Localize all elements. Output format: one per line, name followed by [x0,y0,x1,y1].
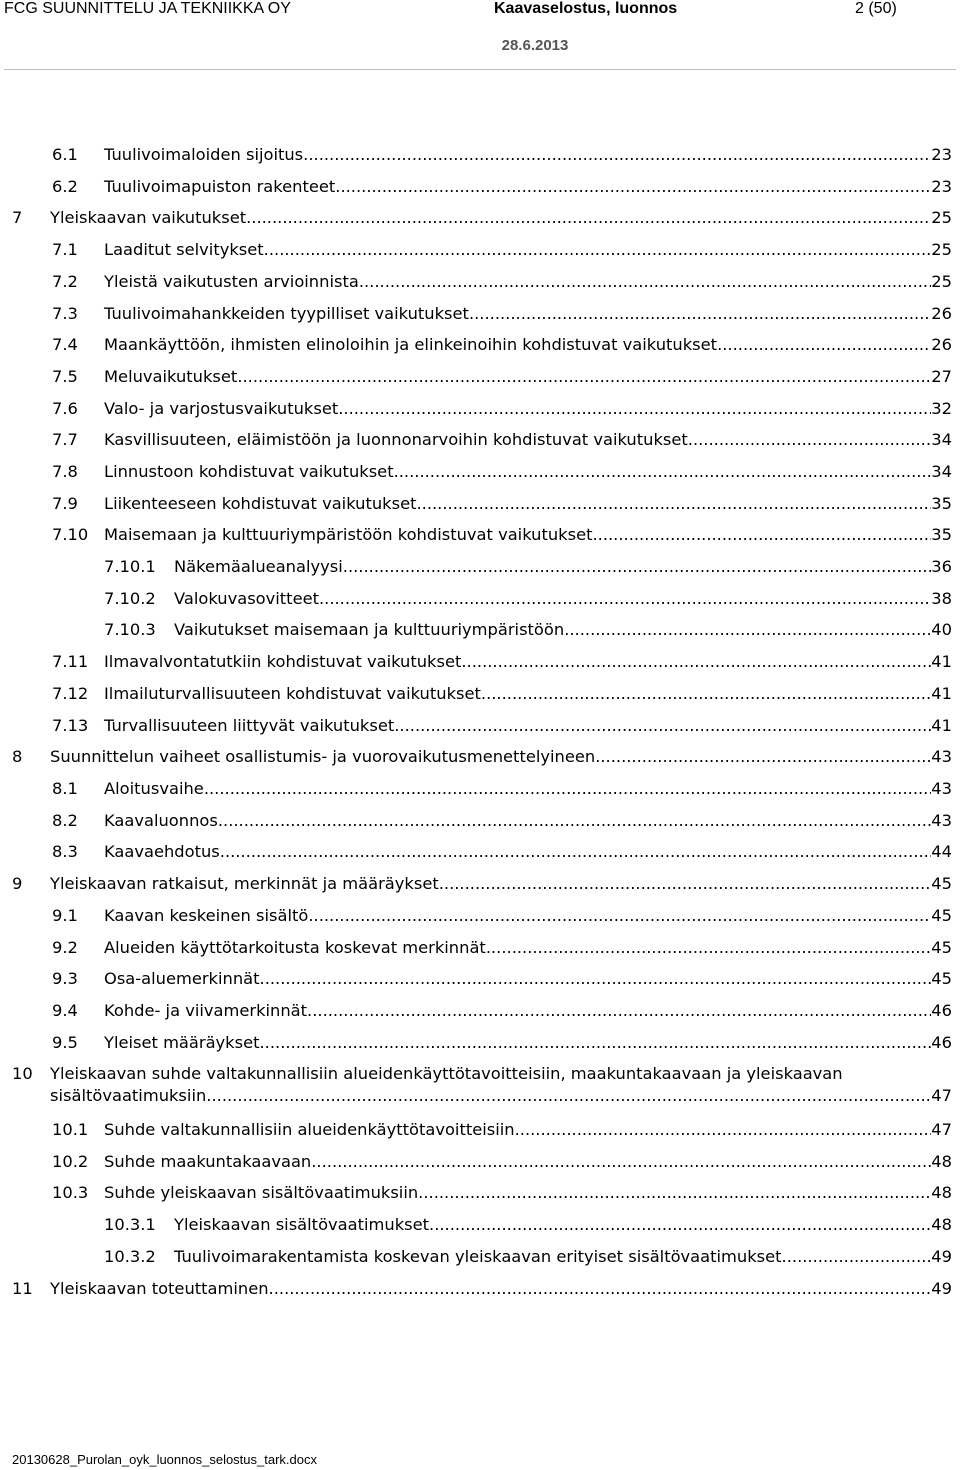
page-number: 2 (50) [855,0,897,17]
toc-entry-page: 34 [931,462,952,481]
toc-entry-number: 7.5 [52,367,78,386]
toc-entry[interactable] [0,998,952,1024]
toc-entry[interactable] [0,839,952,865]
toc-entry-page: 47 [931,1120,952,1139]
toc-dot-leader [269,1276,932,1302]
toc-entry-title: Turvallisuuteen liittyvät vaikutukset [104,716,395,735]
toc-entry[interactable] [0,966,952,992]
toc-entry-title: Suhde yleiskaavan sisältövaatimuksiin [104,1183,419,1202]
toc-dot-leader [303,142,931,168]
header-divider [4,69,956,70]
toc-dot-leader [335,174,931,200]
toc-entry-title: Näkemäalueanalyysi [174,557,343,576]
toc-entry-number: 7.13 [52,716,89,735]
toc-dot-leader [319,586,931,612]
toc-dot-leader [260,966,932,992]
toc-dot-leader [469,301,931,327]
toc-dot-leader [461,649,931,675]
company-name: FCG SUUNNITTELU JA TEKNIIKKA OY [4,0,291,17]
toc-dot-leader [416,491,931,517]
toc-entry-title: Kaavaehdotus [104,842,220,861]
toc-entry-number: 7.10.2 [104,589,156,608]
toc-entry-title: Yleiskaavan suhde valtakunnallisiin alueidenkäyttötavoitteisiin, maakuntakaavaan ja yleiskaavan [50,1064,843,1083]
toc-dot-leader [218,808,931,834]
toc-entry-number: 9.4 [52,1001,78,1020]
toc-entry-title: Yleiskaavan vaikutukset [50,208,247,227]
toc-entry[interactable] [0,1244,952,1270]
toc-entry-number: 7.3 [52,304,78,323]
toc-entry-page: 43 [931,811,952,830]
toc-entry[interactable] [0,903,952,929]
toc-dot-leader [220,839,932,865]
toc-entry-number: 7.6 [52,399,78,418]
toc-dot-leader [782,1244,932,1270]
toc-entry-title: Tuulivoimaloiden sijoitus [104,145,304,164]
toc-entry-title: Valokuvasovitteet [174,589,319,608]
toc-entry-page: 43 [931,779,952,798]
toc-entry-page: 26 [931,304,952,323]
toc-entry-title: Vaikutukset maisemaan ja kulttuuriympäristöön [174,620,565,639]
toc-entry-number: 6.2 [52,177,78,196]
document-date: 28.6.2013 [501,37,569,54]
toc-entry-title: Kohde- ja viivamerkinnät [104,1001,308,1020]
toc-entry[interactable] [0,1180,952,1206]
toc-entry-title: Ilmavalvontatutkiin kohdistuvat vaikutukset [104,652,462,671]
toc-dot-leader [264,237,932,263]
toc-entry-title: Kaavaluonnos [104,811,218,830]
toc-entry-page: 38 [931,589,952,608]
toc-entry-title: Suunnittelun vaiheet osallistumis- ja vuorovaikutusmenettelyineen [50,747,596,766]
toc-entry-page: 49 [931,1247,952,1266]
toc-entry-title: Tuulivoimarakentamista koskevan yleiskaavan erityiset sisältövaatimukset [174,1247,782,1266]
toc-entry[interactable] [0,522,952,548]
toc-entry[interactable] [0,142,952,168]
toc-entry[interactable] [0,713,952,739]
toc-entry-title: Valo- ja varjostusvaikutukset [104,399,339,418]
toc-entry[interactable] [0,617,952,643]
toc-entry-title: Yleistä vaikutusten arvioinnista [104,272,359,291]
toc-entry[interactable] [0,649,952,675]
toc-entry[interactable] [0,554,952,580]
toc-entry-number: 6.1 [52,145,78,164]
toc-entry-page: 48 [931,1152,952,1171]
toc-entry[interactable] [0,1276,952,1302]
toc-entry-number: 9 [12,874,23,893]
toc-entry-page: 46 [931,1033,952,1052]
toc-entry-page: 48 [931,1183,952,1202]
toc-entry-number: 10 [12,1064,33,1083]
toc-entry-title: Yleiset määräykset [104,1033,260,1052]
toc-entry-page: 43 [931,747,952,766]
toc-dot-leader [394,713,931,739]
toc-entry[interactable] [0,586,952,612]
toc-dot-leader [688,427,932,453]
toc-dot-leader [204,776,931,802]
toc-entry-number: 7.11 [52,652,89,671]
toc-entry-page: 41 [931,684,952,703]
toc-entry-number: 10.3.2 [104,1247,156,1266]
toc-entry-number: 9.3 [52,969,78,988]
toc-entry-title: Maisemaan ja kulttuuriympäristöön kohdistuvat vaikutukset [104,525,593,544]
toc-entry[interactable] [0,301,952,327]
toc-entry-number: 10.3.1 [104,1215,156,1234]
toc-entry-title: Linnustoon kohdistuvat vaikutukset [104,462,394,481]
toc-entry-page: 47 [931,1086,952,1105]
toc-entry-number: 10.2 [52,1152,89,1171]
toc-entry-title: Yleiskaavan sisältövaatimukset [174,1215,430,1234]
toc-entry[interactable] [0,427,952,453]
toc-entry-number: 7.2 [52,272,78,291]
toc-entry-page: 44 [931,842,952,861]
toc-entry-number: 9.5 [52,1033,78,1052]
toc-entry-page: 34 [931,430,952,449]
toc-dot-leader [439,871,932,897]
toc-entry-title-continuation: sisältövaatimuksiin [50,1086,207,1105]
toc-entry-title: Yleiskaavan toteuttaminen [50,1279,269,1298]
toc-dot-leader [311,1149,931,1175]
toc-entry[interactable] [0,1149,952,1175]
toc-entry-number: 7.1 [52,240,78,259]
toc-entry-page: 32 [931,399,952,418]
toc-entry[interactable] [0,681,952,707]
toc-entry[interactable] [0,491,952,517]
toc-entry-number: 7.4 [52,335,78,354]
toc-entry[interactable] [0,776,952,802]
toc-entry-number: 10.1 [52,1120,89,1139]
toc-dot-leader [237,364,931,390]
toc-entry[interactable] [0,1030,952,1056]
toc-entry-number: 8 [12,747,23,766]
toc-entry-number: 7 [12,208,23,227]
toc-entry-page: 35 [931,525,952,544]
page-header [0,0,960,70]
toc-dot-leader [418,1180,931,1206]
toc-entry[interactable] [0,237,952,263]
toc-entry-title: Alueiden käyttötarkoitusta koskevat merkinnät [104,938,486,957]
toc-entry-page: 25 [931,272,952,291]
document-title: Kaavaselostus, luonnos [494,0,678,17]
toc-entry-page: 25 [931,208,952,227]
toc-entry-page: 25 [931,240,952,259]
toc-dot-leader [338,396,931,422]
footer-filename: 20130628_Purolan_oyk_luonnos_selostus_tark.docx [12,1452,317,1467]
toc-dot-leader [429,1212,931,1238]
toc-entry-title: Osa-aluemerkinnät [104,969,260,988]
toc-entry[interactable] [0,174,952,200]
toc-dot-leader [307,998,931,1024]
toc-entry-title: Aloitusvaihe [104,779,204,798]
toc-dot-leader [564,617,931,643]
toc-entry-number: 7.9 [52,494,78,513]
toc-entry-number: 7.8 [52,462,78,481]
toc-entry-page: 45 [931,906,952,925]
toc-dot-leader [394,459,932,485]
toc-entry-number: 9.1 [52,906,78,925]
toc-entry[interactable] [0,1061,952,1109]
toc-entry-page: 27 [931,367,952,386]
toc-dot-leader [592,522,931,548]
toc-entry-page: 23 [931,177,952,196]
toc-entry-title: Suhde valtakunnallisiin alueidenkäyttötavoitteisiin [104,1120,515,1139]
toc-entry-title: Meluvaikutukset [104,367,238,386]
toc-entry-number: 7.7 [52,430,78,449]
toc-entry-title: Laaditut selvitykset [104,240,264,259]
toc-dot-leader [343,554,932,580]
toc-entry-page: 46 [931,1001,952,1020]
toc-entry-number: 8.2 [52,811,78,830]
toc-entry-number: 11 [12,1279,33,1298]
toc-entry[interactable] [0,1117,952,1143]
toc-entry-page: 41 [931,716,952,735]
toc-entry-page: 48 [931,1215,952,1234]
toc-dot-leader [717,332,931,358]
toc-entry-number: 7.10.1 [104,557,156,576]
toc-dot-leader [246,205,931,231]
toc-entry[interactable] [0,744,952,770]
toc-entry-page: 45 [931,938,952,957]
toc-entry[interactable] [0,871,952,897]
toc-entry-title: Tuulivoimapuiston rakenteet [104,177,336,196]
toc-entry-page: 45 [931,969,952,988]
toc-entry-title: Liikenteeseen kohdistuvat vaikutukset [104,494,417,513]
toc-entry-number: 7.10 [52,525,89,544]
toc-entry-page: 41 [931,652,952,671]
toc-entry-title: Kasvillisuuteen, eläimistöön ja luonnonarvoihin kohdistuvat vaikutukset [104,430,688,449]
toc-dot-leader [481,681,931,707]
toc-entry-number: 9.2 [52,938,78,957]
toc-dot-leader [260,1030,932,1056]
toc-dot-leader [308,903,931,929]
toc-entry-title: Kaavan keskeinen sisältö [104,906,309,925]
toc-entry-number: 8.3 [52,842,78,861]
toc-entry-title: Suhde maakuntakaavaan [104,1152,312,1171]
toc-entry-page: 45 [931,874,952,893]
toc-entry-number: 7.10.3 [104,620,156,639]
toc-entry-page: 35 [931,494,952,513]
toc-entry-title: Tuulivoimahankkeiden tyypilliset vaikutukset [104,304,469,323]
toc-dot-leader [486,935,931,961]
toc-entry-page: 26 [931,335,952,354]
toc-entry-number: 7.12 [52,684,89,703]
toc-entry-title: Maankäyttöön, ihmisten elinoloihin ja elinkeinoihin kohdistuvat vaikutukset [104,335,718,354]
toc-dot-leader [359,269,931,295]
toc-entry[interactable] [0,935,952,961]
toc-entry[interactable] [0,1212,952,1238]
toc-entry[interactable] [0,364,952,390]
toc-entry[interactable] [0,808,952,834]
toc-entry-title: Yleiskaavan ratkaisut, merkinnät ja määräykset [50,874,439,893]
toc-entry[interactable] [0,396,952,422]
toc-entry-title: Ilmailuturvallisuuteen kohdistuvat vaikutukset [104,684,481,703]
toc-entry[interactable] [0,205,952,231]
toc-entry[interactable] [0,332,952,358]
toc-dot-leader [206,1083,931,1109]
toc-dot-leader [515,1117,932,1143]
toc-entry-number: 10.3 [52,1183,89,1202]
toc-entry-page: 40 [931,620,952,639]
toc-entry-page: 36 [931,557,952,576]
toc-entry-number: 8.1 [52,779,78,798]
toc-dot-leader [595,744,931,770]
toc-entry[interactable] [0,459,952,485]
toc-entry-page: 49 [931,1279,952,1298]
toc-entry-page: 23 [931,145,952,164]
toc-entry[interactable] [0,269,952,295]
